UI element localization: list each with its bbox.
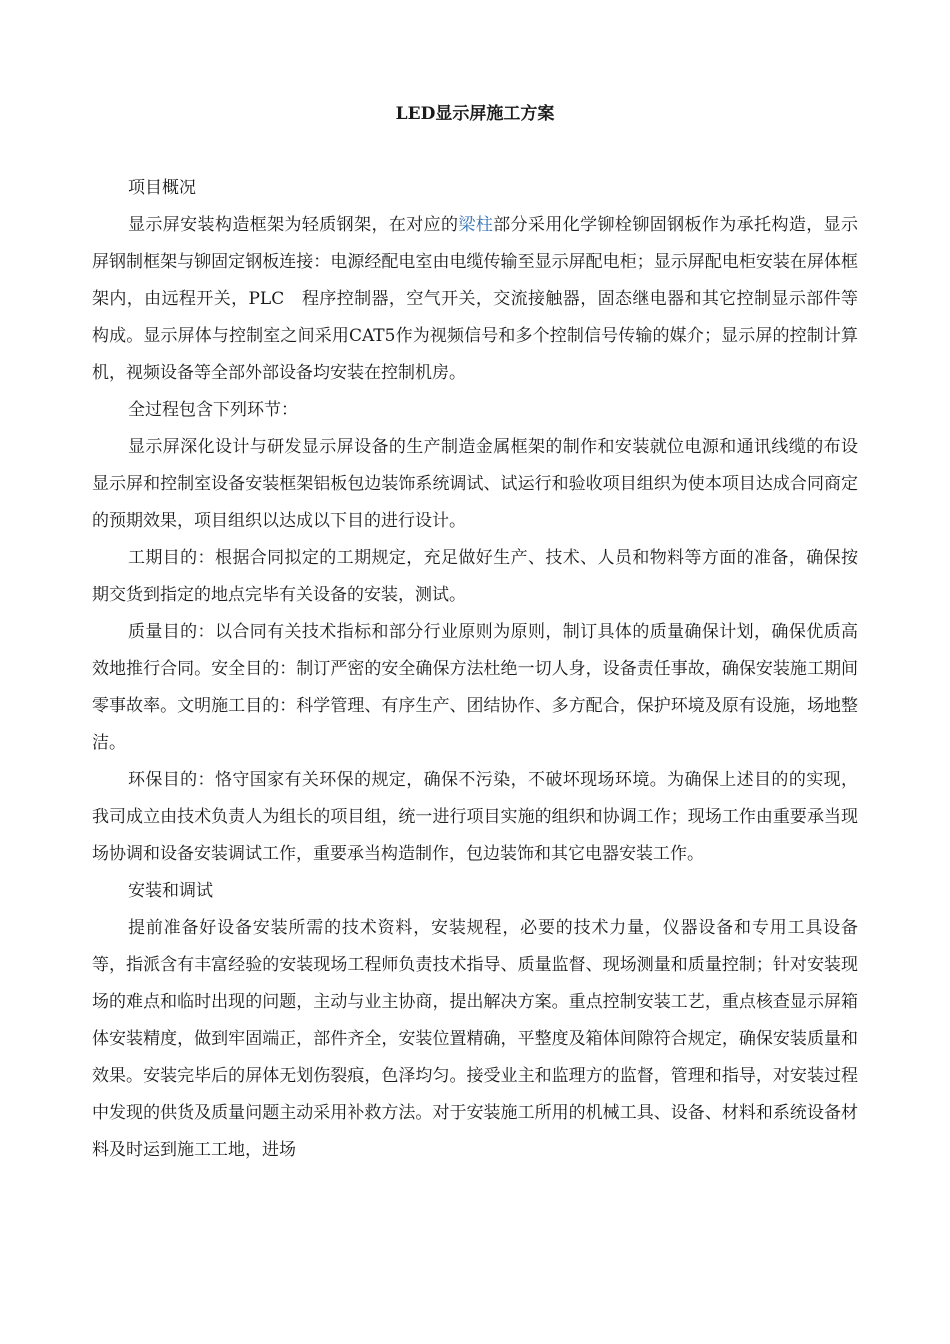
heading-installation: 安装和调试 bbox=[128, 881, 213, 901]
paragraph-environment-goal: 环保目的：恪守国家有关环保的规定，确保不污染，不破坏现场环境。为确保上述目的的实现，我司成立由技术负责人为组长的项目组，统一进行项目实施的组织和协调工作；现场工作由重要承当现场协调和设备安装调试工作，重要承当构造制作，包边装饰和其它电器安装工作。 bbox=[92, 770, 858, 864]
paragraph-quality-goal: 质量目的：以合同有关技术指标和部分行业原则为原则，制订具体的质量确保计划，确保优质高效地推行合同。安全目的：制订严密的安全确保方法杜绝一切人身，设备责任事故，确保安装施工期间零事故率。文明施工目的：科学管理、有序生产、团结协作、多方配合，保护环境及原有设施，场地整洁。 bbox=[92, 622, 858, 753]
paragraph-text: 显示屏安装构造框架为轻质钢架，在对应的 bbox=[128, 215, 459, 235]
paragraph-structure bbox=[92, 207, 858, 392]
heading-project-overview: 项目概况 bbox=[128, 178, 196, 198]
paragraph-text: 部分采用化学铆栓铆固钢板作为承托构造，显示屏钢制框架与铆固定钢板连接：电源经配电室由电缆传输至显示屏配电柜；显示屏配电柜安装在屏体框架内，由远程开关，PLC 程序控制器，空气开关，交流接触器，固态继电器和其它控制显示部件等构成。显示屏体与控制室之间采用CAT5作为视频信号和多个控制信号传输的媒介；显示屏的控制计算机，视频设备等全部外部设备均安装在控制机房。 bbox=[92, 215, 859, 383]
paragraph-process-steps: 显示屏深化设计与研发显示屏设备的生产制造金属框架的制作和安装就位电源和通讯线缆的布设显示屏和控制室设备安装框架铝板包边装饰系统调试、试运行和验收项目组织为使本项目达成合同商定的预期效果，项目组织以达成以下目的进行设计。 bbox=[92, 437, 858, 531]
paragraph-installation: 提前准备好设备安装所需的技术资料，安装规程，必要的技术力量，仪器设备和专用工具设备等，指派含有丰富经验的安装现场工程师负责技术指导、质量监督、现场测量和质量控制；针对安装现场的难点和临时出现的问题，主动与业主协商，提出解决方案。重点控制安装工艺，重点核查显示屏箱体安装精度，做到牢固端正，部件齐全，安装位置精确，平整度及箱体间隙符合规定，确保安装质量和效果。安装完毕后的屏体无划伤裂痕，色泽均匀。接受业主和监理方的监督，管理和指导，对安装过程中发现的供货及质量问题主动采用补救方法。对于安装施工所用的机械工具、设备、材料和系统设备材料及时运到施工工地，进场 bbox=[92, 918, 858, 1160]
paragraph-schedule-goal: 工期目的：根据合同拟定的工期规定，充足做好生产、技术、人员和物料等方面的准备，确保按期交货到指定的地点完毕有关设备的安装，测试。 bbox=[92, 548, 858, 605]
beam-column-link[interactable]: 梁柱 bbox=[458, 215, 494, 235]
document-title: LED显示屏施工方案 bbox=[395, 104, 555, 124]
paragraph-process-intro: 全过程包含下列环节： bbox=[128, 400, 298, 420]
